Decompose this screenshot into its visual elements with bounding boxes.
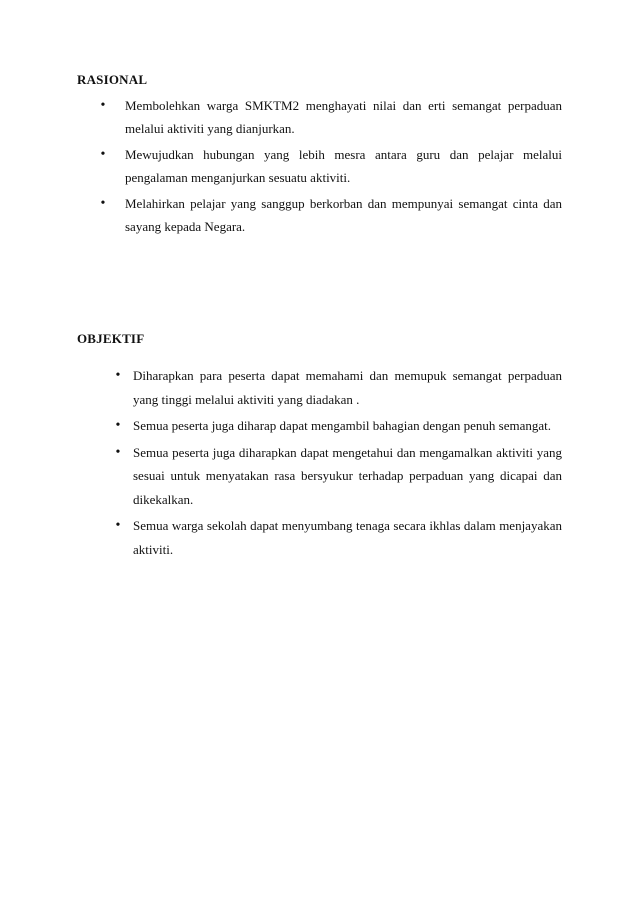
rasional-heading: RASIONAL <box>77 72 148 87</box>
bullet-icon: • <box>100 147 106 162</box>
list-item <box>115 514 562 561</box>
list-item-text: Semua peserta juga diharap dapat mengambil bahagian dengan penuh semangat. <box>133 418 552 433</box>
list-item-text: Mewujudkan hubungan yang lebih mesra antara guru dan pelajar melalui pengalaman menganjurkan sesuatu aktiviti. <box>125 147 562 185</box>
objektif-heading: OBJEKTIF <box>77 331 145 346</box>
objektif-bullet-list <box>115 364 562 564</box>
bullet-icon: • <box>100 196 106 211</box>
bullet-icon: • <box>115 418 121 433</box>
rasional-bullet-list <box>100 95 562 242</box>
list-item-text: Melahirkan pelajar yang sanggup berkorban dan mempunyai semangat cinta dan sayang kepada Negara. <box>125 196 562 234</box>
list-item-text: Diharapkan para peserta dapat memahami dan memupuk semangat perpaduan yang tinggi melalui aktiviti yang diadakan . <box>133 368 562 407</box>
list-item <box>100 193 562 238</box>
bullet-icon: • <box>115 368 121 383</box>
list-item <box>100 144 562 189</box>
list-item-text: Semua warga sekolah dapat menyumbang tenaga secara ikhlas dalam menjayakan aktiviti. <box>133 518 562 557</box>
list-item <box>100 95 562 140</box>
list-item-text: Membolehkan warga SMKTM2 menghayati nilai dan erti semangat perpaduan melalui aktiviti yang dianjurkan. <box>125 98 562 136</box>
bullet-icon: • <box>100 98 106 113</box>
list-item <box>115 414 562 438</box>
bullet-icon: • <box>115 444 121 460</box>
list-item <box>115 364 562 411</box>
bullet-icon: • <box>115 518 121 533</box>
list-item <box>115 441 562 512</box>
list-item-text: Semua peserta juga diharapkan dapat mengetahui dan mengamalkan aktiviti yang sesuai untuk menyatakan rasa bersyukur terhadap perpaduan yang dicapai dan dikekalkan. <box>133 444 562 507</box>
